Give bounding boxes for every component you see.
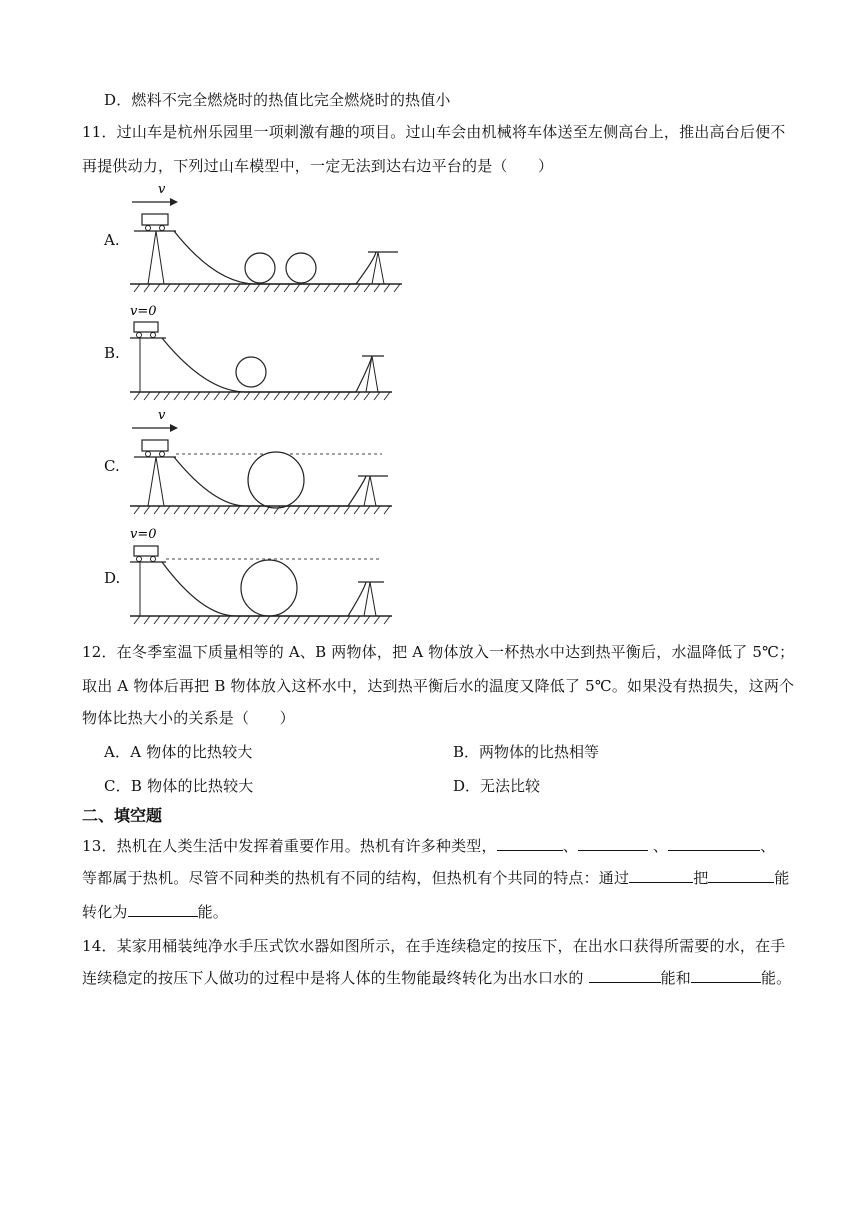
q11-option-c-label: C. [104, 457, 120, 475]
q11-stem-line2: 再提供动力，下列过山车模型中，一定无法到达右边平台的是（ ） [82, 157, 554, 175]
q13-text-3b: 能。 [197, 903, 229, 921]
q12-option-a: A．A 物体的比热较大 [104, 743, 253, 761]
section-heading: 二、填空题 [82, 806, 163, 825]
q13-blank-5[interactable] [708, 866, 774, 883]
q13-line3 [82, 900, 822, 924]
q12-stem-line2: 取出 A 物体后再把 B 物体放入这杯水中，达到热平衡后水的温度又降低了 5℃。如果没有热损失，这两个 [82, 677, 795, 695]
q13-blank-3[interactable] [668, 834, 760, 851]
q13-text-2c: 能 [774, 869, 790, 887]
q13-blank-4[interactable] [629, 866, 693, 883]
q11-figure-c [126, 406, 396, 518]
speed-label-a: v [158, 182, 166, 197]
q13-text-2a: 等都属于热机。尽管不同种类的热机有不同的结构，但热机有个共同的特点：通过 [82, 869, 630, 887]
q14-line2 [82, 966, 822, 990]
q11-option-d-label: D. [104, 569, 121, 587]
q11-stem-line1: 11．过山车是杭州乐园里一项刺激有趣的项目。过山车会由机械将车体送至左侧高台上，推出高台后便不 [82, 123, 786, 141]
q11-option-b-label: B. [104, 344, 120, 362]
q13-text-1c: 、 [647, 837, 669, 855]
q13-text-3a: 转化为 [82, 903, 128, 921]
speed-label-c: v [158, 408, 166, 423]
q14-text-2c: 能。 [760, 969, 792, 987]
q14-blank-2[interactable] [691, 966, 761, 983]
q12-option-d: D．无法比较 [453, 777, 541, 795]
q13-text-1a: 13．热机在人类生活中发挥着重要作用。热机有许多种类型， [82, 837, 497, 855]
q13-text-1d: 、 [760, 837, 776, 855]
q13-text-2b: 把 [693, 869, 709, 887]
q12-option-b: B．两物体的比热相等 [453, 743, 600, 761]
q13-text-1b: 、 [562, 837, 578, 855]
q11-option-a-label: A. [104, 231, 120, 249]
q14-line1: 14．某家用桶装纯净水手压式饮水器如图所示，在手连续稳定的按压下，在出水口获得所需要的水，在手 [82, 937, 786, 955]
speed-label-d: v=0 [130, 527, 157, 542]
q14-text-2a: 连续稳定的按压下人做功的过程中是将人体的生物能最终转化为出水口水的 [82, 969, 589, 987]
q14-blank-1[interactable] [589, 966, 661, 983]
q14-text-2b: 能和 [660, 969, 691, 987]
q10-option-d: D．燃料不完全燃烧时的热值比完全燃烧时的热值小 [104, 91, 451, 109]
q12-stem-line1: 12．在冬季室温下质量相等的 A、B 两物体，把 A 物体放入一杯热水中达到热平衡后，水温降低了 5℃； [82, 643, 795, 661]
q13-line2 [82, 866, 822, 890]
q13-blank-2[interactable] [578, 834, 648, 851]
q13-blank-6[interactable] [128, 900, 198, 917]
q11-figure-d [126, 524, 396, 630]
q13-blank-1[interactable] [497, 834, 563, 851]
q12-option-c: C．B 物体的比热较大 [104, 777, 254, 795]
q11-figure-b [126, 302, 406, 406]
q12-stem-line3: 物体比热大小的关系是（ ） [82, 709, 295, 727]
speed-label-b: v=0 [130, 304, 157, 319]
q11-figure-a [126, 180, 406, 295]
q13-line1 [82, 834, 822, 858]
